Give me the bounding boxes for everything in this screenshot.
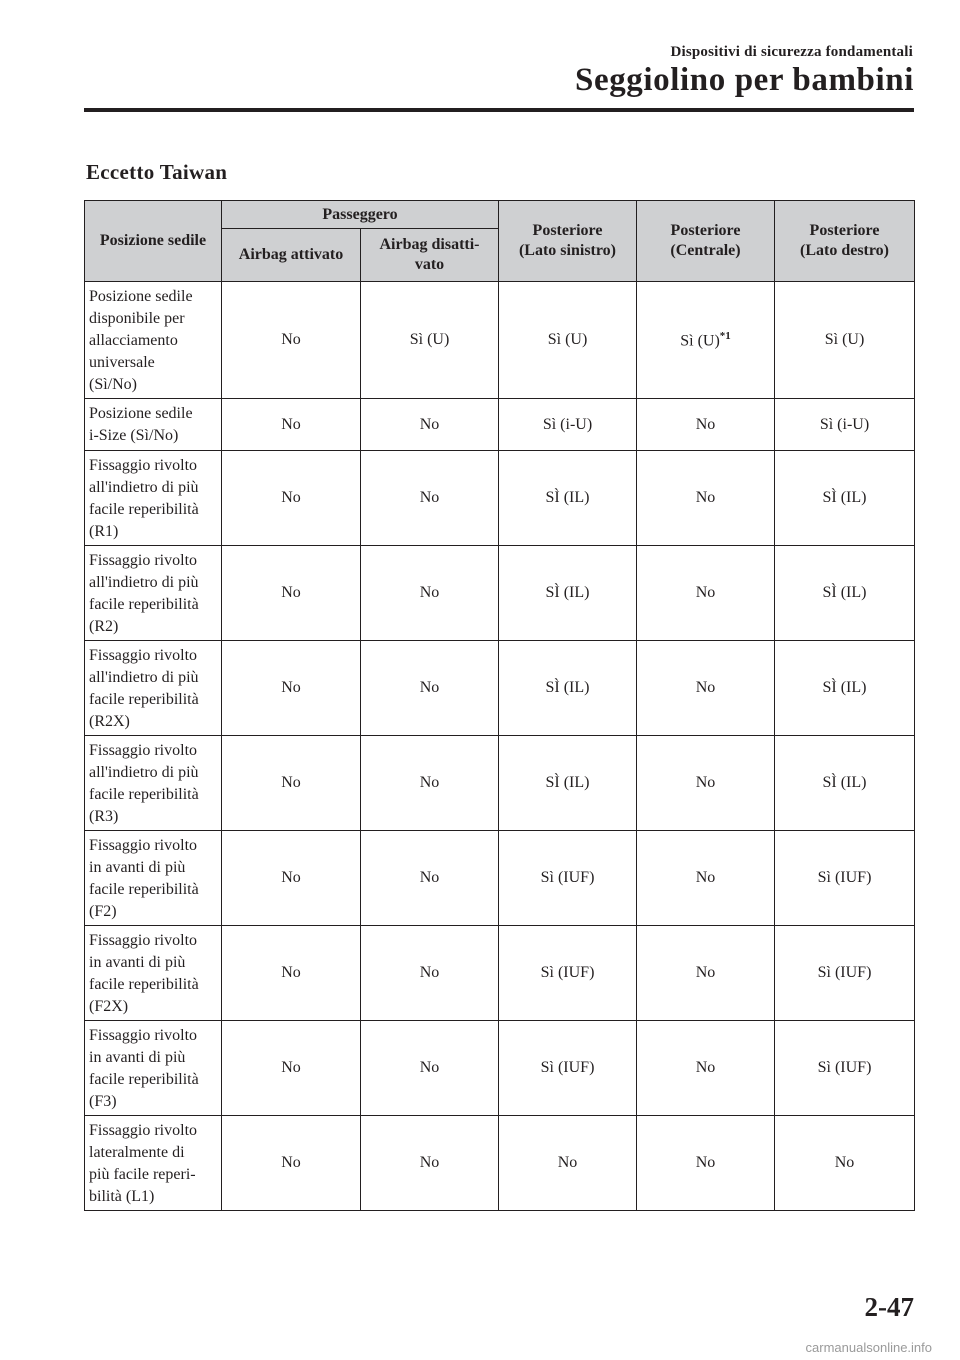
cell-rear-center: No [637,641,775,736]
header-passenger: Passeggero [222,201,499,229]
child-seat-position-table [84,200,915,1211]
row-label: Fissaggio rivolto all'indietro di più facile reperibilità (R2X) [85,641,222,736]
row-label: Fissaggio rivolto lateralmente di più facile reperi- bilità (L1) [85,1116,222,1211]
table-row [85,1116,915,1211]
cell-airbag-off: No [361,399,499,451]
cell-rear-center: No [637,831,775,926]
table-row [85,451,915,546]
table-row [85,831,915,926]
cell-rear-left: Sì (IUF) [499,1021,637,1116]
cell-airbag-off: No [361,451,499,546]
table-row [85,1021,915,1116]
cell-rear-right: Sì (IUF) [775,926,915,1021]
row-label: Fissaggio rivolto in avanti di più facile reperibilità (F2X) [85,926,222,1021]
table-row [85,926,915,1021]
cell-rear-right: SÌ (IL) [775,736,915,831]
cell-rear-right: Sì (i-U) [775,399,915,451]
cell-airbag-on: No [222,736,361,831]
cell-airbag-off: No [361,1021,499,1116]
cell-rear-center: No [637,1021,775,1116]
table-row [85,546,915,641]
cell-rear-left: SÌ (IL) [499,641,637,736]
table-row [85,399,915,451]
cell-rear-center: No [637,451,775,546]
cell-airbag-on: No [222,546,361,641]
cell-rear-left: No [499,1116,637,1211]
cell-rear-left: SÌ (IL) [499,736,637,831]
footnote-marker: *1 [719,329,731,342]
cell-airbag-on: No [222,282,361,399]
row-label: Fissaggio rivolto in avanti di più facile reperibilità (F3) [85,1021,222,1116]
row-label: Posizione sedile i-Size (Sì/No) [85,399,222,451]
cell-airbag-on: No [222,641,361,736]
cell-rear-center: No [637,1116,775,1211]
header-position: Posizione sedile [85,201,222,282]
cell-rear-right: No [775,1116,915,1211]
header-rear-left: Posteriore (Lato sinistro) [499,201,637,282]
cell-rear-left: SÌ (IL) [499,451,637,546]
row-label: Fissaggio rivolto all'indietro di più facile reperibilità (R3) [85,736,222,831]
cell-rear-right: SÌ (IL) [775,641,915,736]
cell-airbag-off: Sì (U) [361,282,499,399]
cell-airbag-off: No [361,926,499,1021]
cell-airbag-off: No [361,736,499,831]
chapter-title: Seggiolino per bambini [575,62,914,98]
row-label: Fissaggio rivolto all'indietro di più facile reperibilità (R2) [85,546,222,641]
header-divider [84,108,914,112]
cell-airbag-on: No [222,451,361,546]
cell-rear-left: Sì (U) [499,282,637,399]
header-airbag-on: Airbag attivato [222,229,361,282]
cell-rear-left: Sì (i-U) [499,399,637,451]
cell-rear-right: SÌ (IL) [775,546,915,641]
cell-rear-center: No [637,399,775,451]
cell-airbag-on: No [222,399,361,451]
cell-rear-right: Sì (U) [775,282,915,399]
cell-rear-right: Sì (IUF) [775,1021,915,1116]
cell-airbag-on: No [222,926,361,1021]
cell-rear-center: No [637,926,775,1021]
cell-rear-center: No [637,546,775,641]
watermark: carmanualsonline.info [805,1340,932,1355]
cell-rear-center: Sì $(U)^{*1}$ [637,282,775,399]
cell-rear-right: Sì (IUF) [775,831,915,926]
row-label: Fissaggio rivolto all'indietro di più facile reperibilità (R1) [85,451,222,546]
cell-rear-center: No [637,736,775,831]
cell-airbag-off: No [361,641,499,736]
chapter-subtitle: Dispositivi di sicurezza fondamentali [670,44,913,60]
section-title: Eccetto Taiwan [86,160,228,184]
header-rear-right: Posteriore (Lato destro) [775,201,915,282]
page-number: 2-47 [864,1292,914,1322]
cell-airbag-on: No [222,831,361,926]
table-row [85,282,915,399]
cell-airbag-off: No [361,1116,499,1211]
cell-rear-left: Sì (IUF) [499,926,637,1021]
cell-rear-right: SÌ (IL) [775,451,915,546]
table-row [85,641,915,736]
cell-airbag-on: No [222,1116,361,1211]
cell-rear-left: SÌ (IL) [499,546,637,641]
cell-rear-left: Sì (IUF) [499,831,637,926]
row-label: Fissaggio rivolto in avanti di più facile reperibilità (F2) [85,831,222,926]
header-airbag-off: Airbag disatti- vato [361,229,499,282]
cell-airbag-on: No [222,1021,361,1116]
table-row [85,736,915,831]
cell-airbag-off: No [361,546,499,641]
row-label: Posizione sedile disponibile per allacciamento universale (Sì/No) [85,282,222,399]
cell-airbag-off: No [361,831,499,926]
header-rear-center: Posteriore (Centrale) [637,201,775,282]
